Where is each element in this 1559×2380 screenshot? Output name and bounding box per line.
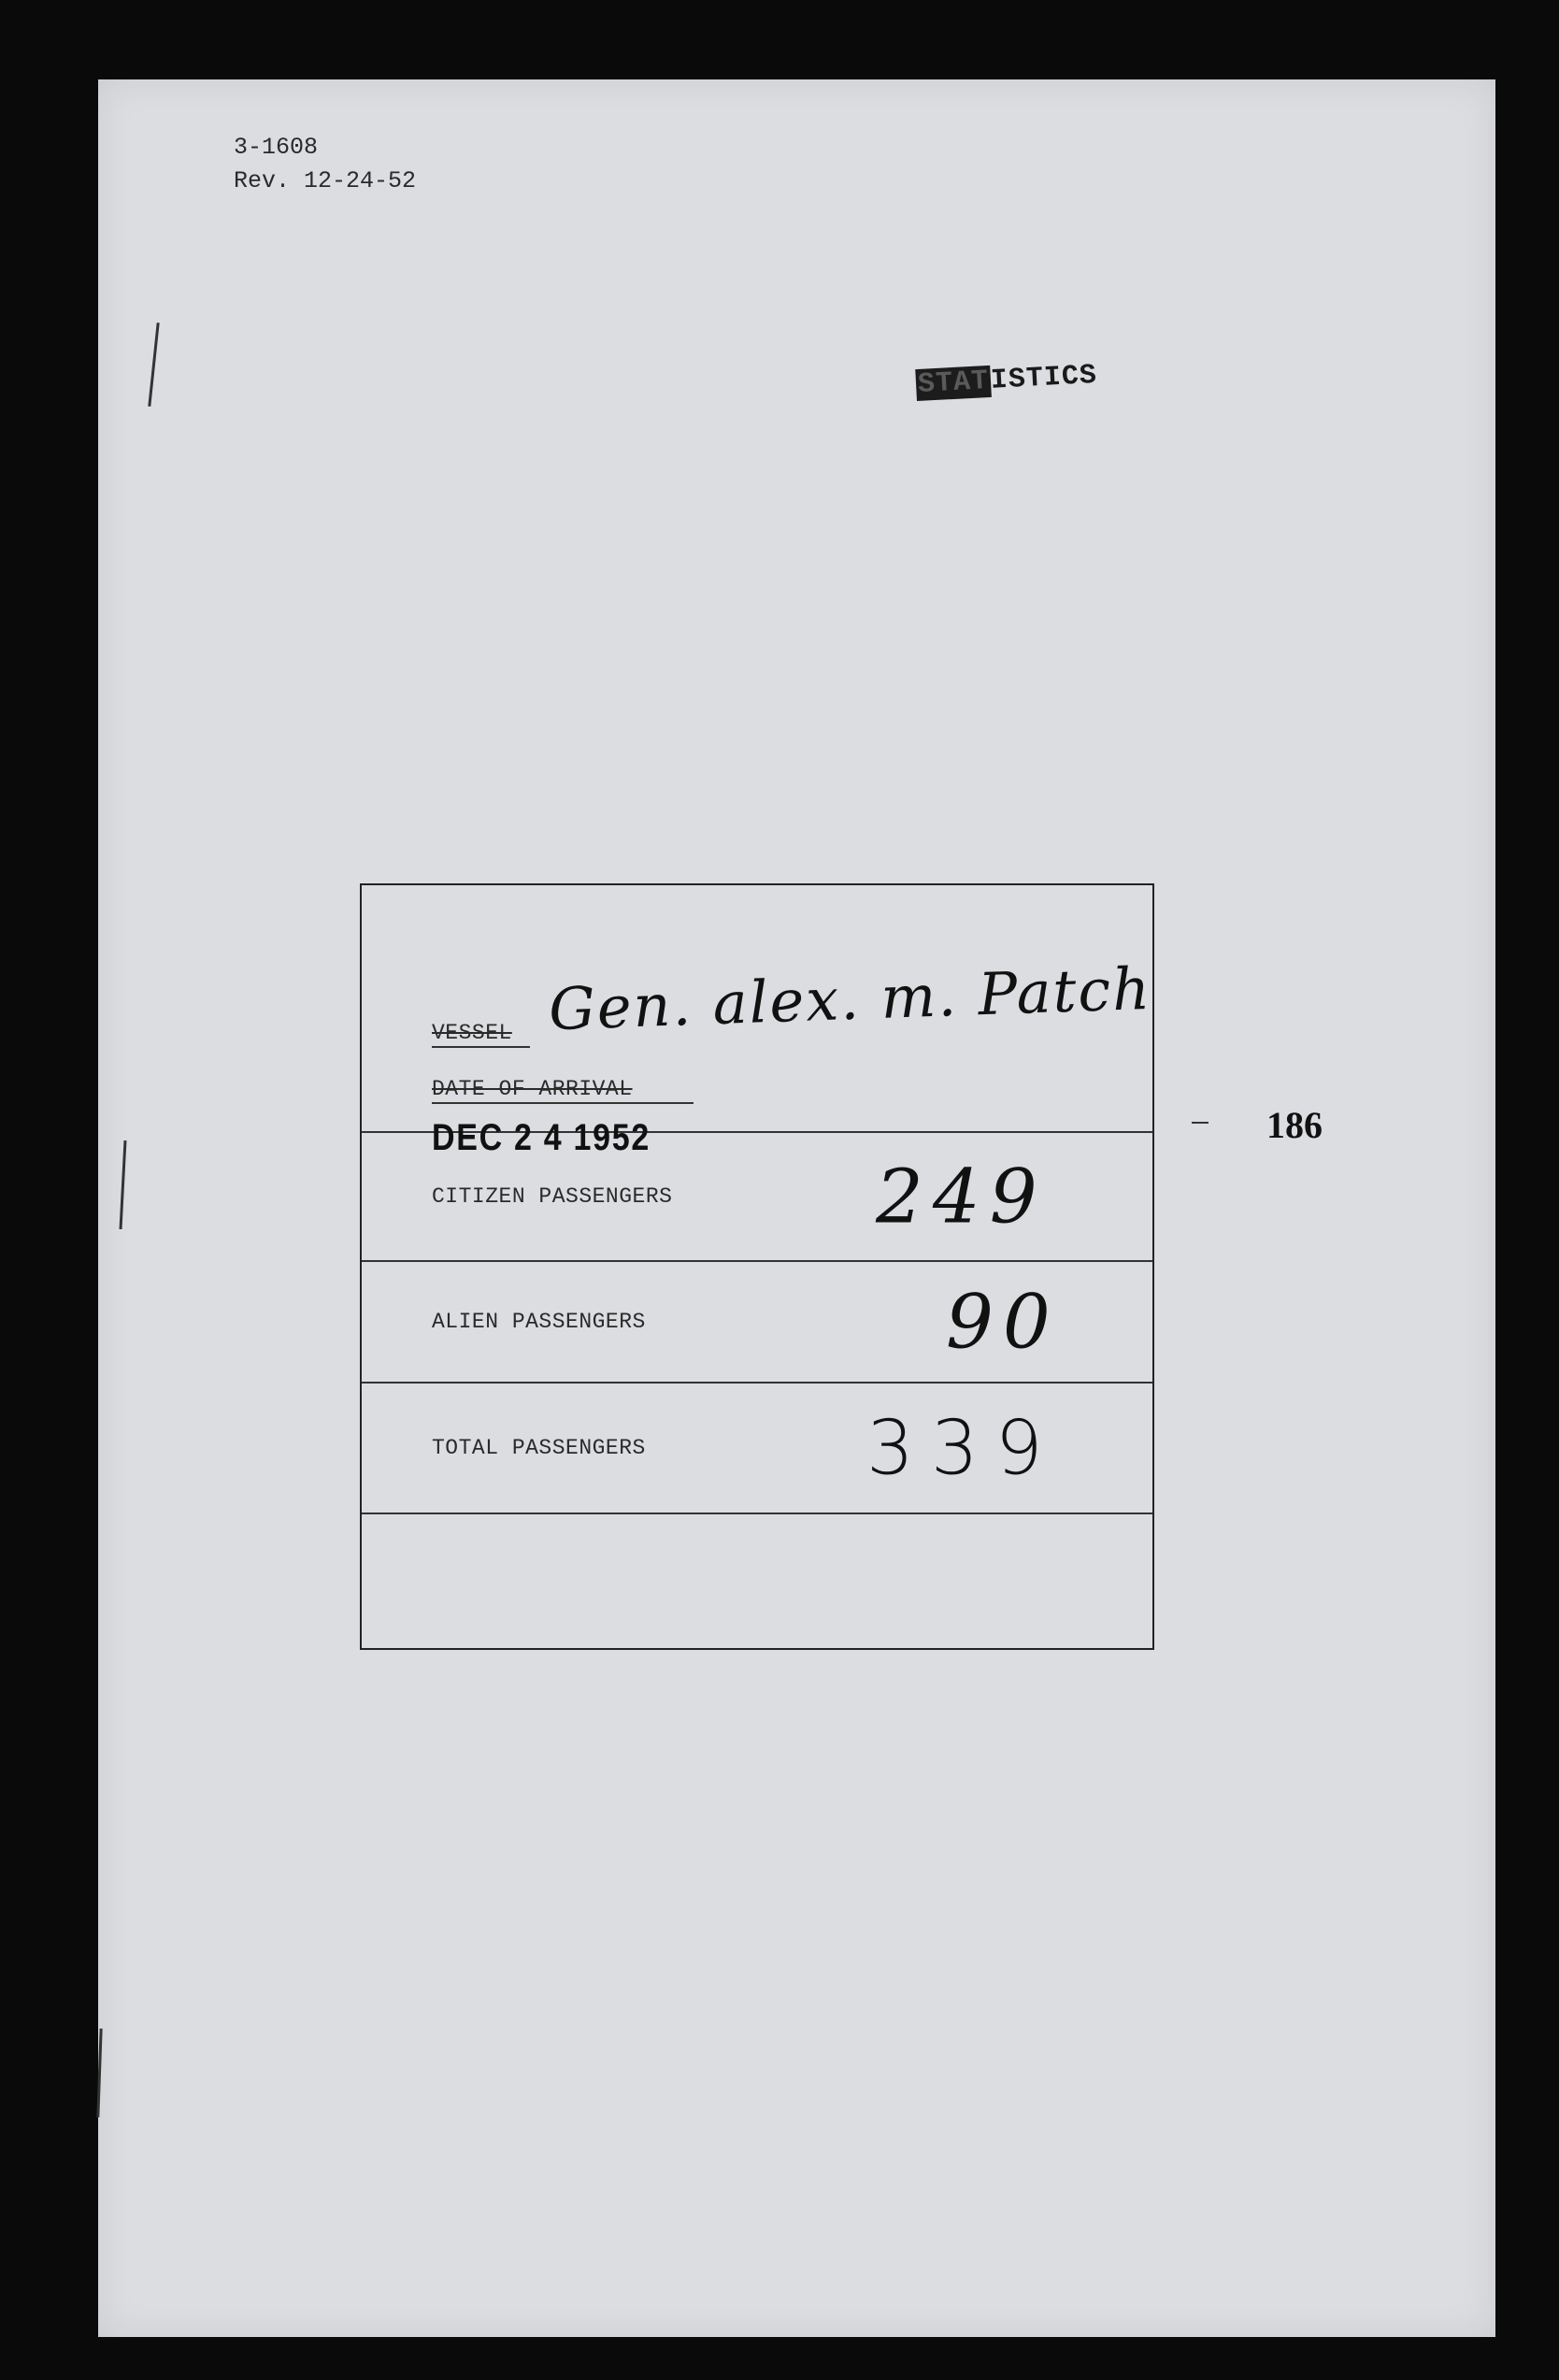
form-header-row	[362, 885, 1153, 1158]
arrival-underline	[432, 1102, 694, 1104]
citizen-row	[362, 1133, 1152, 1262]
document-sheet	[98, 79, 1495, 2337]
citizen-value: 249	[876, 1153, 1047, 1240]
passenger-form	[360, 883, 1154, 1650]
form-number-block	[234, 131, 416, 198]
stamp-text: ISTICS	[990, 359, 1098, 397]
page-number-dash	[1192, 1122, 1209, 1124]
arrival-label: DATE OF ARRIVAL	[432, 1077, 633, 1101]
arrival-date: DEC 2 4 1952	[432, 1117, 651, 1158]
form-number: 3-1608	[234, 134, 319, 161]
pencil-mark	[96, 2029, 102, 2117]
stamp-struck-text: STAT	[917, 366, 990, 401]
alien-row	[362, 1262, 1152, 1384]
revision-date: Rev. 12-24-52	[234, 167, 417, 194]
vessel-underline	[432, 1046, 530, 1048]
citizen-label: CITIZEN PASSENGERS	[432, 1184, 673, 1209]
total-value: 339	[866, 1404, 1060, 1492]
alien-label: ALIEN PASSENGERS	[432, 1310, 646, 1334]
alien-value: 90	[946, 1278, 1060, 1366]
blank-row	[362, 1514, 1152, 1648]
total-row	[362, 1384, 1152, 1514]
pencil-mark	[120, 1140, 127, 1229]
pencil-mark	[148, 323, 159, 407]
vessel-name: Gen. alex. m. Patch	[547, 953, 1153, 1044]
total-label: TOTAL PASSENGERS	[432, 1436, 646, 1460]
vessel-label: VESSEL	[432, 1021, 512, 1045]
statistics-stamp	[915, 360, 1098, 401]
page-number: 186	[1266, 1104, 1323, 1146]
